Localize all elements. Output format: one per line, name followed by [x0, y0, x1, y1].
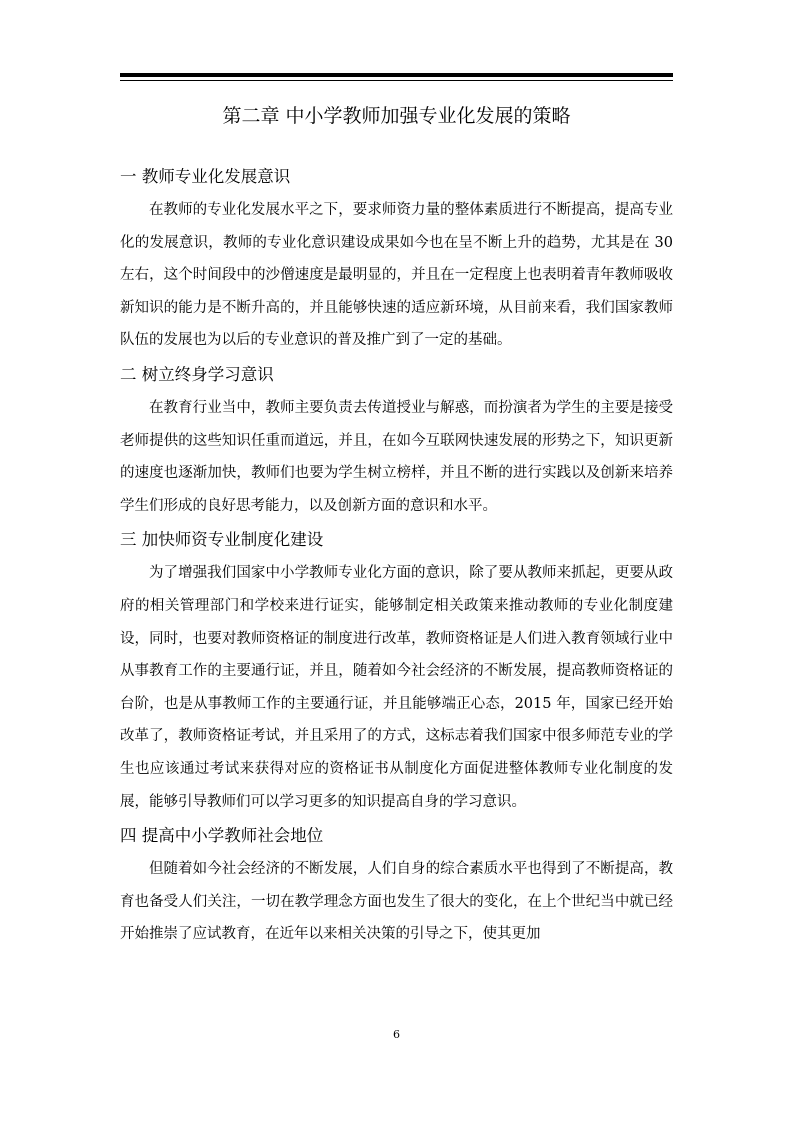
header-rule-thin	[120, 80, 673, 81]
section-heading-1: 一 教师专业化发展意识	[120, 167, 291, 186]
section-paragraph-1: 在教师的专业化发展水平之下，要求师资力量的整体素质进行不断提高，提高专业化的发展意识，教师的专业化意识建设成果如今也在呈不断上升的趋势，尤其是在 30 左右，这个时间段中的沙僧速度是最明显的，并且在一定程度上也表明着青年教师吸收新知识的能力是不断升高的，并且能够快速的适应新环境，从目前来看，我们国家教师队伍的发展也为以后的专业意识的普及推广到了一定的基础。	[120, 202, 673, 349]
section-paragraph-2: 在教育行业当中，教师主要负责去传道授业与解惑，而扮演者为学生的主要是接受老师提供的这些知识任重而道远，并且，在如今互联网快速发展的形势之下，知识更新的速度也逐渐加快，教师们也要为学生树立榜样，并且不断的进行实践以及创新来培养学生们形成的良好思考能力，以及创新方面的意识和水平。	[120, 399, 673, 514]
section-paragraph-4: 但随着如今社会经济的不断发展，人们自身的综合素质水平也得到了不断提高，教育也备受人们关注，一切在教学理念方面也发生了很大的变化，在上个世纪当中就已经开始推崇了应试教育，在近年以来相关决策的引导之下，使其更加	[120, 861, 673, 943]
page-number: 6	[393, 1028, 400, 1041]
section-heading-4: 四 提高中小学教师社会地位	[120, 826, 324, 846]
section-heading-3: 三 加快师资专业制度化建设	[120, 530, 324, 550]
section-heading-2: 二 树立终身学习意识	[120, 364, 274, 384]
page-body	[120, 164, 673, 956]
chapter-title: 第二章 中小学教师加强专业化发展的策略	[222, 105, 571, 127]
section-paragraph-3: 为了增强我们国家中小学教师专业化方面的意识，除了要从教师来抓起，更要从政府的相关管理部门和学校来进行证实，能够制定相关政策来推动教师的专业化制度建设，同时，也要对教师资格证的制度进行改革，教师资格证是人们进入教育领域行业中从事教育工作的主要通行证，并且，随着如今社会经济的不断发展，提高教师资格证的台阶，也是从事教师工作的主要通行证，并且能够端正心态，2015 年，国家已经开始改革了，教师资格证考试，并且采用了的方式，这标志着我们国家中很多师范专业的学生也应该通过考试来获得对应的资格证书从制度化方面促进整体教师专业化制度的发展，能够引导教师们可以学习更多的知识提高自身的学习意识。	[120, 565, 673, 810]
header-rule-thick	[120, 73, 673, 77]
